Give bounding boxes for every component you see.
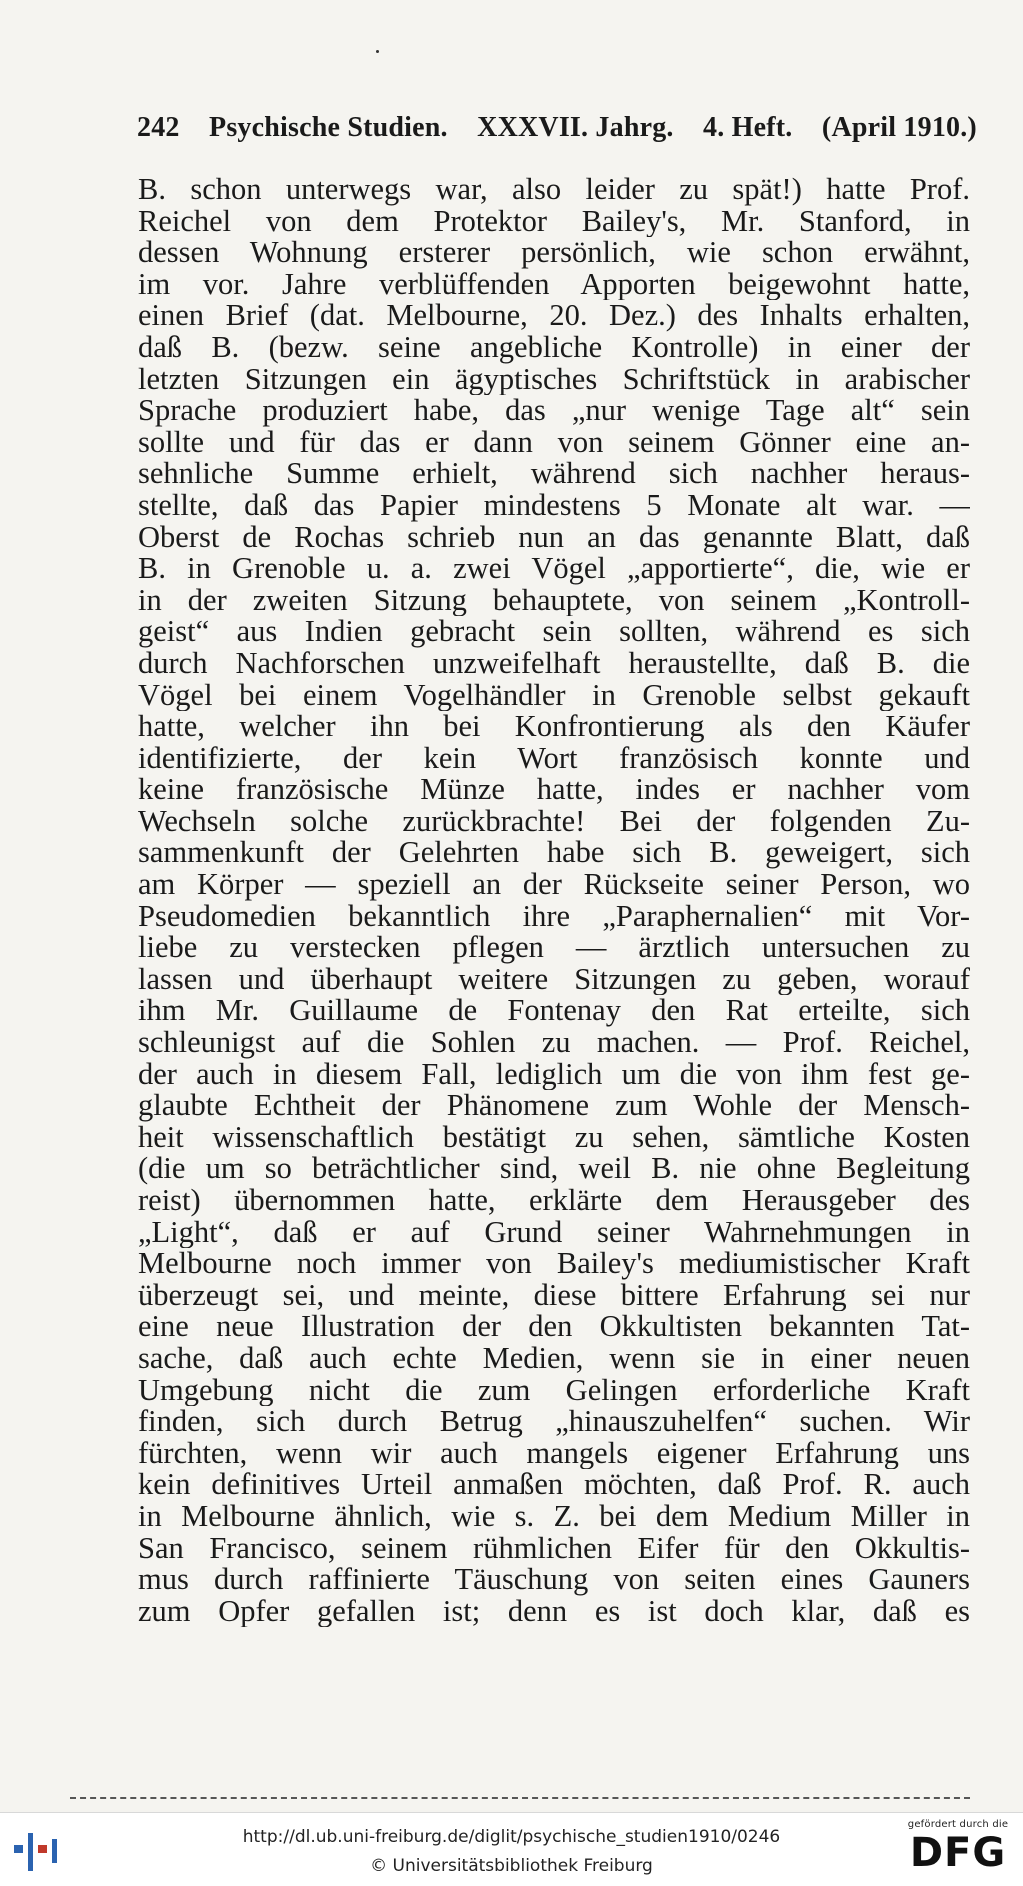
text-line: glaubte Echtheit der Phänomene zum Wohle der Mensch- — [138, 1090, 970, 1122]
text-line: keine französische Münze hatte, indes er nachher vom — [138, 774, 970, 806]
text-line: heit wissenschaftlich bestätigt zu sehen, sämtliche Kosten — [138, 1121, 970, 1154]
text-line: durch Nachforschen unzweifelhaft heraustellte, daß B. die — [138, 647, 970, 680]
text-line: daß B. (bezw. seine angebliche Kontrolle) in einer der — [138, 331, 970, 364]
text-line: sache, daß auch echte Medien, wenn sie in einer neuen — [138, 1342, 970, 1375]
text-line: der auch in diesem Fall, lediglich um die von ihm fest ge- — [138, 1058, 970, 1091]
copyright-notice: © Universitätsbibliothek Freiburg — [370, 1856, 653, 1876]
issue: 4. Heft. — [703, 112, 793, 143]
running-head — [137, 112, 977, 152]
text-line: am Körper — speziell an der Rückseite seiner Person, wo — [138, 869, 970, 901]
text-line: im vor. Jahre verblüffenden Apporten beigewohnt hatte, — [138, 268, 970, 301]
print-speck — [376, 50, 379, 53]
text-line: reist) übernommen hatte, erklärte dem Herausgeber des — [138, 1185, 970, 1217]
text-line: sehnliche Summe erhielt, während sich nachher heraus- — [138, 458, 970, 490]
text-line: ihm Mr. Guillaume de Fontenay den Rat erteilte, sich — [138, 995, 970, 1028]
viewer-footer — [0, 1812, 1023, 1886]
text-line: Reichel von dem Protektor Bailey's, Mr. Stanford, in — [138, 205, 970, 238]
text-line: schleunigst auf die Sohlen zu machen. — Prof. Reichel, — [138, 1027, 970, 1059]
text-line: einen Brief (dat. Melbourne, 20. Dez.) des Inhalts erhalten, — [138, 300, 970, 332]
text-line: in Melbourne ähnlich, wie s. Z. bei dem Medium Miller in — [138, 1500, 970, 1533]
journal-title: Psychische Studien. — [209, 112, 448, 143]
dfg-logo[interactable] — [900, 1819, 1016, 1881]
text-line: lassen und überhaupt weitere Sitzungen zu geben, worauf — [138, 963, 970, 996]
text-line: liebe zu verstecken pflegen — ärztlich untersuchen zu — [138, 932, 970, 964]
text-line: Melbourne noch immer von Bailey's mediumistischer Kraft — [138, 1248, 970, 1280]
text-line: dessen Wohnung ersterer persönlich, wie schon erwähnt, — [138, 237, 970, 269]
text-line: hatte, welcher ihn bei Konfrontierung als den Käufer — [138, 711, 970, 743]
text-line: Umgebung nicht die zum Gelingen erforderliche Kraft — [138, 1374, 970, 1407]
document-url-link[interactable]: http://dl.ub.uni-freiburg.de/diglit/psychische_studien1910/0246 — [242, 1827, 781, 1847]
text-line: B. in Grenoble u. a. zwei Vögel „apportierte“, die, wie er — [138, 553, 970, 585]
text-line: überzeugt sei, und meinte, diese bittere Erfahrung sei nur — [138, 1279, 970, 1312]
text-line: fürchten, wenn wir auch mangels eigener Erfahrung uns — [138, 1437, 970, 1470]
page-number: 242 — [137, 112, 180, 143]
text-line: (die um so beträchtlicher sind, weil B. nie ohne Begleitung — [138, 1153, 970, 1185]
text-line: sammenkunft der Gelehrten habe sich B. geweigert, sich — [138, 837, 970, 870]
funding-text: gefördert durch die — [907, 1819, 1009, 1830]
text-line: Oberst de Rochas schrieb nun an das genannte Blatt, daß — [138, 521, 970, 554]
text-line: Vögel bei einem Vogelhändler in Grenoble selbst gekauft — [138, 679, 970, 712]
text-line: B. schon unterwegs war, also leider zu spät!) hatte Prof. — [138, 174, 970, 206]
text-line: „Light“, daß er auf Grund seiner Wahrnehmungen in — [138, 1216, 970, 1249]
text-line: Pseudomedien bekanntlich ihre „Paraphernalien“ mit Vor- — [138, 900, 970, 933]
text-line: kein definitives Urteil anmaßen möchten, daß Prof. R. auch — [138, 1469, 970, 1501]
text-line: sollte und für das er dann von seinem Gönner eine an- — [138, 426, 970, 459]
text-line: identifizierte, der kein Wort französisch konnte und — [138, 742, 970, 775]
text-line: Sprache produziert habe, das „nur wenige Tage alt“ sein — [138, 395, 970, 427]
text-line: in der zweiten Sitzung behauptete, von seinem „Kontroll- — [138, 584, 970, 617]
bottom-rule — [70, 1797, 970, 1799]
text-line: mus durch raffinierte Täuschung von seiten eines Gauners — [138, 1564, 970, 1596]
text-line: stellte, daß das Papier mindestens 5 Monate alt war. — — [138, 489, 970, 522]
volume: XXXVII. Jahrg. — [477, 112, 674, 143]
text-line: finden, sich durch Betrug „hinauszuhelfen“ suchen. Wir — [138, 1406, 970, 1438]
text-line: eine neue Illustration der den Okkultisten bekannten Tat- — [138, 1311, 970, 1343]
text-line: zum Opfer gefallen ist; denn es ist doch klar, daß es — [138, 1595, 970, 1628]
text-line: Wechseln solche zurückbrachte! Bei der folgenden Zu- — [138, 805, 970, 838]
issue-date: (April 1910.) — [821, 112, 977, 143]
text-line: letzten Sitzungen ein ägyptisches Schriftstück in arabischer — [138, 363, 970, 396]
text-line: San Francisco, seinem rühmlichen Eifer für den Okkultis- — [138, 1532, 970, 1565]
text-line: geist“ aus Indien gebracht sein sollten, während es sich — [138, 616, 970, 648]
body-text — [138, 174, 970, 1627]
dfg-icon: DFG — [909, 1830, 1007, 1876]
